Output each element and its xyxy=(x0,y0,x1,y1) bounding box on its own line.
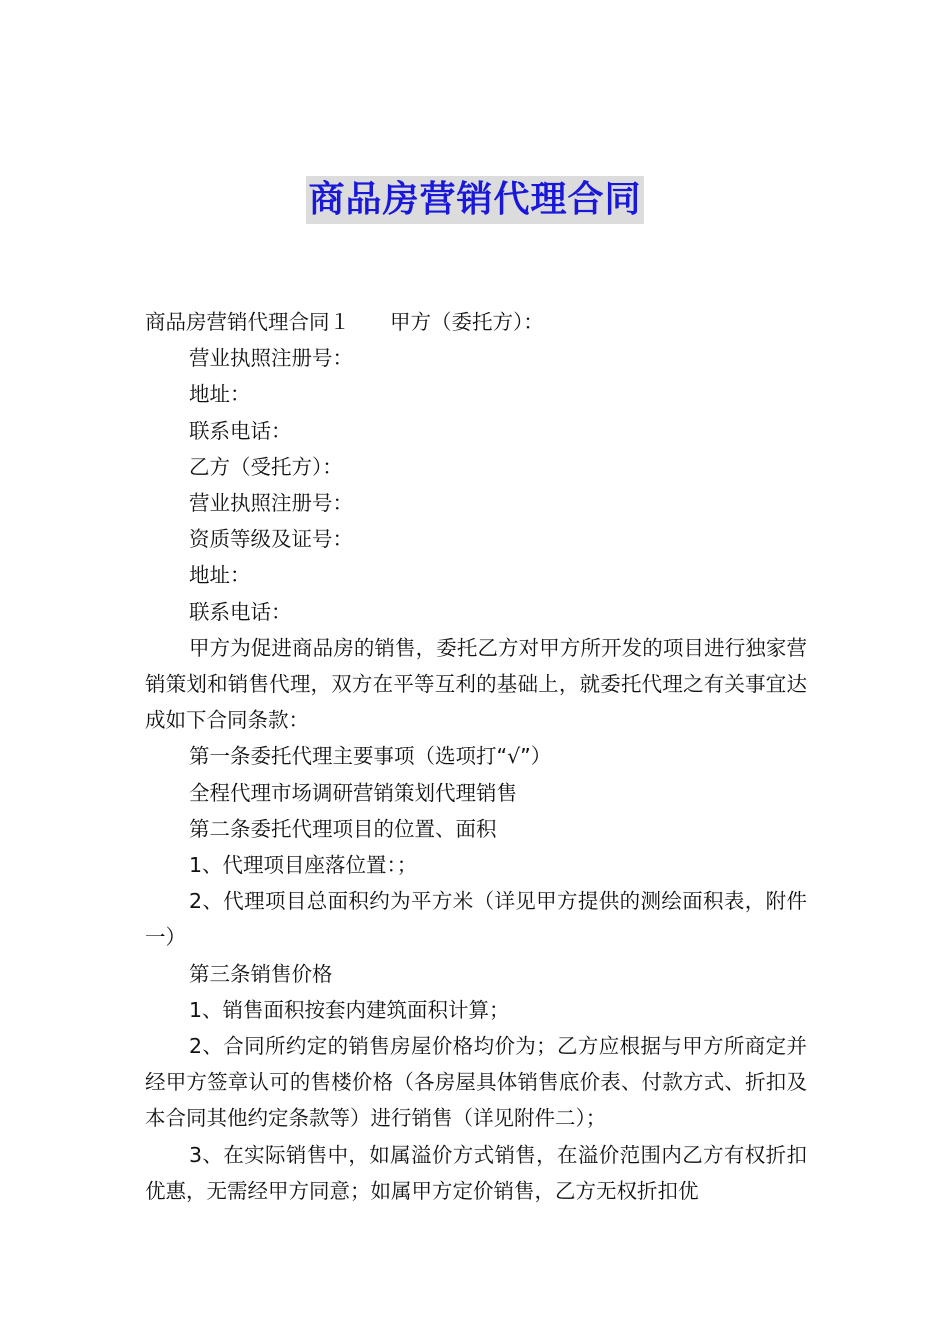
paragraph: 2、代理项目总面积约为平方米（详见甲方提供的测绘面积表，附件一） xyxy=(145,889,807,950)
document-body xyxy=(145,304,807,1209)
intro-line xyxy=(145,304,807,340)
paragraph: 乙方（受托方）： xyxy=(189,454,343,479)
paragraph: 第一条委托代理主要事项（选项打“√”） xyxy=(189,744,552,769)
paragraph: 联系电话： xyxy=(189,418,292,443)
paragraph: 地址： xyxy=(189,563,251,588)
paragraph: 全程代理市场调研营销策划代理销售 xyxy=(189,780,517,805)
paragraph: 联系电话： xyxy=(189,599,292,624)
paragraph: 2、合同所约定的销售房屋价格均价为；乙方应根据与甲方所商定并经甲方签章认可的售楼价格（各房屋具体销售底价表、付款方式、折扣及本合同其他约定条款等）进行销售（详见附件二）； xyxy=(145,1034,807,1131)
paragraph: 1、销售面积按套内建筑面积计算； xyxy=(189,997,510,1022)
paragraph: 第二条委托代理项目的位置、面积 xyxy=(189,816,497,841)
paragraph: 第三条销售价格 xyxy=(189,961,333,986)
document-title: 商品房营销代理合同 xyxy=(306,176,643,224)
paragraph: 营业执照注册号： xyxy=(189,491,353,516)
paragraph: 营业执照注册号： xyxy=(189,346,353,371)
paragraph: 1、代理项目座落位置：； xyxy=(189,853,418,878)
paragraph: 地址： xyxy=(189,382,251,407)
title-container xyxy=(0,176,950,224)
paragraph: 资质等级及证号： xyxy=(189,527,353,552)
paragraph: 3、在实际销售中，如属溢价方式销售，在溢价范围内乙方有权折扣优惠，无需经甲方同意；如属甲方定价销售，乙方无权折扣优 xyxy=(145,1142,807,1203)
intro-heading: 商品房营销代理合同１ xyxy=(145,310,350,334)
paragraph: 甲方为促进商品房的销售，委托乙方对甲方所开发的项目进行独家营销策划和销售代理，双方在平等互利的基础上，就委托代理之有关事宜达成如下合同条款： xyxy=(145,635,807,733)
party-a-label: 甲方（委托方）： xyxy=(390,310,544,334)
